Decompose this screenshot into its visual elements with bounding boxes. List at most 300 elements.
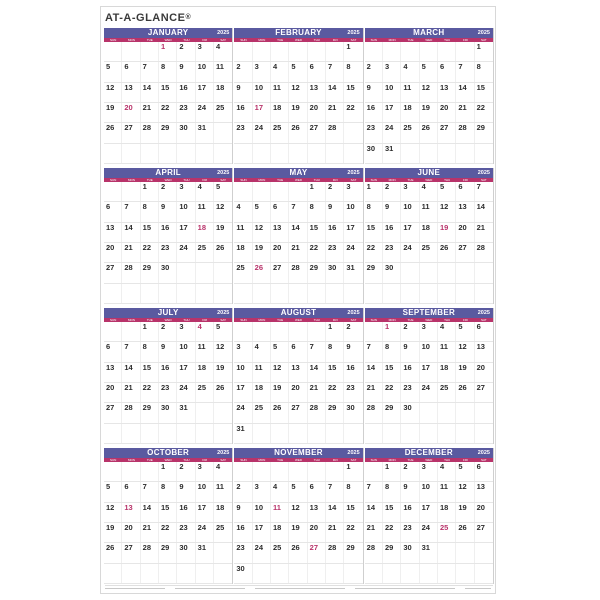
day-cell: [438, 543, 456, 562]
weekday-label: TUE: [407, 458, 414, 462]
day-cell: [326, 322, 344, 341]
day-number: 7: [327, 62, 333, 72]
day-cell: [365, 202, 383, 221]
day-number: 4: [421, 182, 426, 191]
day-cell: [104, 202, 122, 221]
day-cell: [475, 322, 493, 341]
day-number: 20: [476, 362, 485, 372]
day-cell: [289, 42, 307, 61]
day-cell: [159, 482, 177, 501]
day-cell: [122, 202, 140, 221]
day-number: 24: [421, 383, 430, 392]
day-number: 13: [106, 362, 115, 372]
day-cell: [420, 284, 438, 303]
weekday-label: TUE: [277, 318, 284, 322]
week-row: [104, 403, 232, 423]
day-cell: [344, 123, 362, 142]
day-cell: [456, 123, 474, 142]
day-cell: [289, 424, 307, 443]
day-cell: [475, 363, 493, 382]
day-cell: [234, 223, 252, 242]
day-number: 29: [142, 263, 151, 273]
day-number: 23: [366, 123, 375, 133]
day-cell: [365, 62, 383, 81]
day-cell: [456, 243, 474, 262]
day-cell: [401, 543, 419, 562]
day-cell: [456, 383, 474, 402]
day-number: 15: [366, 222, 375, 232]
day-cell: [420, 462, 438, 481]
day-cell: [475, 182, 493, 201]
day-number: 15: [309, 222, 318, 232]
day-cell: [365, 482, 383, 501]
day-cell: [214, 42, 232, 61]
week-row: [234, 144, 362, 164]
day-cell: [475, 42, 493, 61]
day-cell: [214, 322, 232, 341]
day-cell: [438, 284, 456, 303]
day-cell: [365, 322, 383, 341]
day-cell: [271, 202, 289, 221]
day-number: 9: [179, 482, 184, 492]
day-cell: [141, 62, 159, 81]
week-row: [365, 263, 493, 283]
weekday-label: MON: [127, 458, 135, 462]
day-number: 18: [439, 362, 449, 372]
day-cell: [475, 564, 493, 583]
weekday-label: TUE: [277, 458, 284, 462]
weekday-label: THU: [313, 458, 320, 462]
day-number: 12: [291, 502, 300, 512]
day-number: 23: [160, 243, 170, 252]
day-number: 8: [384, 342, 390, 352]
day-cell: [159, 543, 177, 562]
week-row: [234, 342, 362, 362]
day-cell: [104, 62, 122, 81]
day-cell: [253, 243, 271, 262]
day-cell: [141, 123, 159, 142]
day-cell: [141, 284, 159, 303]
weekday-label: WED: [294, 458, 302, 462]
day-cell: [383, 363, 401, 382]
day-cell: [383, 144, 401, 163]
day-number: 7: [476, 182, 481, 191]
day-number: 18: [215, 82, 225, 92]
day-cell: [214, 83, 232, 102]
day-number: 21: [309, 383, 318, 392]
weeks-grid: [234, 322, 362, 444]
day-cell: [159, 424, 177, 443]
month-year: 2025: [347, 450, 360, 456]
day-number: 2: [346, 322, 351, 331]
weekday-label: SAT: [350, 458, 357, 462]
day-number: 12: [458, 482, 467, 492]
month-year: 2025: [347, 310, 360, 316]
day-number: 11: [272, 502, 281, 512]
day-cell: [177, 223, 195, 242]
weekday-label: WED: [425, 38, 433, 42]
day-cell: [214, 403, 232, 422]
day-cell: [383, 403, 401, 422]
day-number: 27: [291, 403, 300, 413]
weekday-label: FRI: [332, 38, 338, 42]
day-cell: [456, 503, 474, 522]
day-number: 19: [215, 362, 225, 372]
day-cell: [365, 263, 383, 282]
day-cell: [214, 342, 232, 361]
day-number: 6: [124, 482, 129, 492]
weekday-label: THU: [444, 38, 451, 42]
day-number: 23: [403, 523, 412, 532]
day-cell: [326, 342, 344, 361]
day-number: 29: [476, 123, 485, 133]
day-number: 14: [366, 362, 375, 372]
day-cell: [253, 144, 271, 163]
day-cell: [214, 503, 232, 522]
day-cell: [438, 144, 456, 163]
day-cell: [456, 284, 474, 303]
day-number: 1: [366, 182, 371, 191]
day-cell: [475, 123, 493, 142]
day-cell: [438, 383, 456, 402]
day-number: 14: [476, 202, 485, 212]
day-cell: [289, 462, 307, 481]
day-cell: [326, 123, 344, 142]
day-cell: [159, 263, 177, 282]
week-row: [234, 403, 362, 423]
day-number: 12: [254, 222, 263, 232]
day-number: 6: [476, 322, 481, 331]
day-number: 7: [327, 482, 333, 492]
day-cell: [104, 462, 122, 481]
month-name: NOVEMBER: [274, 448, 323, 457]
day-cell: [438, 424, 456, 443]
week-row: [104, 42, 232, 62]
day-cell: [104, 543, 122, 562]
week-row: [104, 342, 232, 362]
day-cell: [122, 103, 140, 122]
month-header: [104, 168, 232, 178]
day-cell: [308, 42, 326, 61]
day-number: 31: [197, 543, 206, 553]
day-number: 18: [254, 383, 263, 392]
day-number: 17: [197, 502, 206, 512]
day-number: 26: [215, 243, 225, 252]
day-number: 14: [124, 362, 133, 372]
day-number: 29: [346, 543, 355, 553]
day-number: 30: [160, 263, 170, 273]
day-cell: [177, 42, 195, 61]
day-cell: [253, 42, 271, 61]
day-cell: [196, 363, 214, 382]
month-header: [104, 308, 232, 318]
day-cell: [289, 263, 307, 282]
day-cell: [253, 424, 271, 443]
day-cell: [401, 62, 419, 81]
day-number: 15: [160, 502, 170, 512]
day-number: 18: [439, 502, 449, 512]
day-number: 1: [476, 42, 481, 51]
day-cell: [365, 503, 383, 522]
day-cell: [159, 123, 177, 142]
day-cell: [141, 462, 159, 481]
day-number: 20: [291, 383, 300, 392]
weekday-label: MON: [127, 38, 135, 42]
weekday-label: TUE: [407, 38, 414, 42]
day-number: 11: [215, 482, 224, 492]
week-row: [234, 383, 362, 403]
day-number: 11: [439, 482, 448, 492]
day-cell: [326, 383, 344, 402]
day-number: 2: [160, 182, 166, 191]
day-cell: [420, 223, 438, 242]
day-number: 4: [215, 462, 221, 471]
day-cell: [214, 223, 232, 242]
day-cell: [383, 503, 401, 522]
day-number: 29: [309, 263, 318, 273]
day-number: 29: [366, 263, 375, 273]
day-number: 21: [327, 103, 337, 112]
day-cell: [234, 482, 252, 501]
week-row: [234, 103, 362, 123]
month-panel-april: [104, 168, 233, 304]
day-number: 16: [346, 362, 355, 372]
weekday-label: FRI: [463, 38, 468, 42]
day-cell: [456, 424, 474, 443]
day-cell: [420, 103, 438, 122]
weeks-grid: [104, 42, 232, 164]
day-cell: [122, 403, 140, 422]
day-cell: [438, 103, 456, 122]
day-cell: [196, 263, 214, 282]
day-cell: [271, 383, 289, 402]
day-number: 28: [142, 123, 151, 133]
week-row: [234, 223, 362, 243]
day-cell: [326, 182, 344, 201]
day-cell: [365, 342, 383, 361]
day-number: 26: [254, 263, 263, 273]
day-number: 25: [272, 543, 282, 553]
week-row: [234, 263, 362, 283]
day-number: 22: [366, 243, 375, 252]
day-cell: [159, 243, 177, 262]
day-cell: [289, 83, 307, 102]
day-cell: [383, 543, 401, 562]
month-header: [365, 448, 493, 458]
day-cell: [141, 564, 159, 583]
day-cell: [253, 543, 271, 562]
day-number: 3: [254, 482, 259, 492]
footer-fineprint-1: [105, 588, 165, 589]
weeks-grid: [104, 322, 232, 444]
week-row: [234, 462, 362, 482]
day-cell: [141, 543, 159, 562]
day-cell: [344, 263, 362, 282]
weekday-label: SUN: [240, 178, 247, 182]
day-cell: [271, 322, 289, 341]
week-row: [365, 462, 493, 482]
day-cell: [401, 322, 419, 341]
day-cell: [253, 342, 271, 361]
week-row: [365, 83, 493, 103]
weekday-label: MON: [388, 178, 396, 182]
day-number: 3: [384, 62, 390, 72]
week-row: [104, 564, 232, 584]
day-cell: [289, 322, 307, 341]
month-panel-june: [365, 168, 494, 304]
day-cell: [344, 322, 362, 341]
day-number: 24: [346, 243, 355, 252]
day-cell: [104, 322, 122, 341]
day-cell: [253, 383, 271, 402]
day-number: 22: [142, 243, 151, 252]
day-number: 8: [309, 202, 314, 212]
day-cell: [159, 62, 177, 81]
day-cell: [289, 103, 307, 122]
day-cell: [420, 123, 438, 142]
day-number: 5: [458, 462, 463, 471]
day-number: 19: [106, 103, 115, 112]
day-number: 28: [142, 543, 151, 553]
day-cell: [159, 284, 177, 303]
day-cell: [420, 383, 438, 402]
day-cell: [104, 83, 122, 102]
day-cell: [456, 103, 474, 122]
day-number: 30: [236, 563, 245, 573]
day-cell: [365, 543, 383, 562]
week-row: [234, 482, 362, 502]
day-number: 18: [421, 222, 430, 232]
day-cell: [196, 462, 214, 481]
day-cell: [456, 462, 474, 481]
day-cell: [271, 482, 289, 501]
day-cell: [365, 103, 383, 122]
day-cell: [196, 202, 214, 221]
week-row: [365, 564, 493, 584]
day-cell: [271, 62, 289, 81]
day-number: 1: [346, 462, 351, 471]
day-number: 6: [309, 62, 314, 72]
day-cell: [344, 482, 362, 501]
day-cell: [196, 383, 214, 402]
day-cell: [253, 202, 271, 221]
day-number: 25: [403, 123, 412, 133]
day-cell: [159, 363, 177, 382]
month-header: [104, 448, 232, 458]
day-number: 4: [197, 322, 202, 331]
day-cell: [344, 144, 362, 163]
day-number: 23: [346, 383, 355, 392]
day-number: 13: [272, 222, 282, 232]
day-number: 6: [106, 342, 111, 352]
weekday-label: FRI: [463, 318, 468, 322]
day-number: 1: [327, 322, 333, 331]
day-number: 16: [384, 222, 394, 232]
week-row: [234, 83, 362, 103]
day-cell: [383, 223, 401, 242]
day-number: 10: [236, 362, 245, 372]
day-number: 7: [124, 202, 129, 212]
day-cell: [383, 103, 401, 122]
day-cell: [420, 62, 438, 81]
day-number: 13: [124, 82, 133, 92]
day-number: 4: [272, 482, 278, 492]
day-number: 26: [106, 543, 115, 553]
day-cell: [122, 182, 140, 201]
day-cell: [401, 363, 419, 382]
day-cell: [159, 342, 177, 361]
day-cell: [383, 284, 401, 303]
day-cell: [383, 202, 401, 221]
day-number: 26: [421, 123, 430, 133]
day-cell: [326, 564, 344, 583]
day-cell: [365, 363, 383, 382]
day-cell: [308, 144, 326, 163]
day-cell: [326, 223, 344, 242]
day-number: 4: [236, 202, 241, 212]
day-cell: [271, 403, 289, 422]
day-number: 3: [197, 42, 202, 51]
month-name: MAY: [289, 168, 308, 177]
month-panel-september: [365, 308, 494, 444]
day-number: 10: [346, 202, 355, 212]
week-row: [234, 564, 362, 584]
day-cell: [141, 342, 159, 361]
week-row: [104, 182, 232, 202]
week-row: [234, 243, 362, 263]
day-number: 14: [309, 362, 318, 372]
day-cell: [326, 202, 344, 221]
day-cell: [401, 284, 419, 303]
day-cell: [308, 263, 326, 282]
weekday-label: TUE: [146, 38, 153, 42]
day-cell: [214, 243, 232, 262]
day-cell: [104, 144, 122, 163]
month-header: [365, 28, 493, 38]
month-header: [234, 28, 362, 38]
day-cell: [456, 564, 474, 583]
week-row: [104, 103, 232, 123]
month-name: JANUARY: [147, 28, 189, 37]
day-cell: [344, 383, 362, 402]
day-cell: [308, 383, 326, 402]
day-cell: [253, 564, 271, 583]
day-number: 1: [384, 462, 390, 471]
day-cell: [438, 403, 456, 422]
day-number: 18: [215, 502, 225, 512]
day-cell: [141, 403, 159, 422]
day-cell: [196, 83, 214, 102]
day-number: 15: [346, 82, 355, 92]
day-cell: [344, 182, 362, 201]
day-cell: [177, 564, 195, 583]
day-cell: [141, 144, 159, 163]
week-row: [365, 62, 493, 82]
weekday-label: MON: [258, 38, 266, 42]
day-cell: [141, 523, 159, 542]
day-cell: [122, 62, 140, 81]
day-cell: [344, 202, 362, 221]
day-cell: [420, 503, 438, 522]
day-number: 5: [439, 182, 445, 191]
day-number: 24: [384, 123, 394, 133]
day-cell: [401, 182, 419, 201]
day-number: 6: [272, 202, 278, 212]
week-row: [234, 523, 362, 543]
day-number: 25: [197, 383, 206, 392]
day-cell: [289, 284, 307, 303]
day-number: 26: [106, 123, 115, 133]
